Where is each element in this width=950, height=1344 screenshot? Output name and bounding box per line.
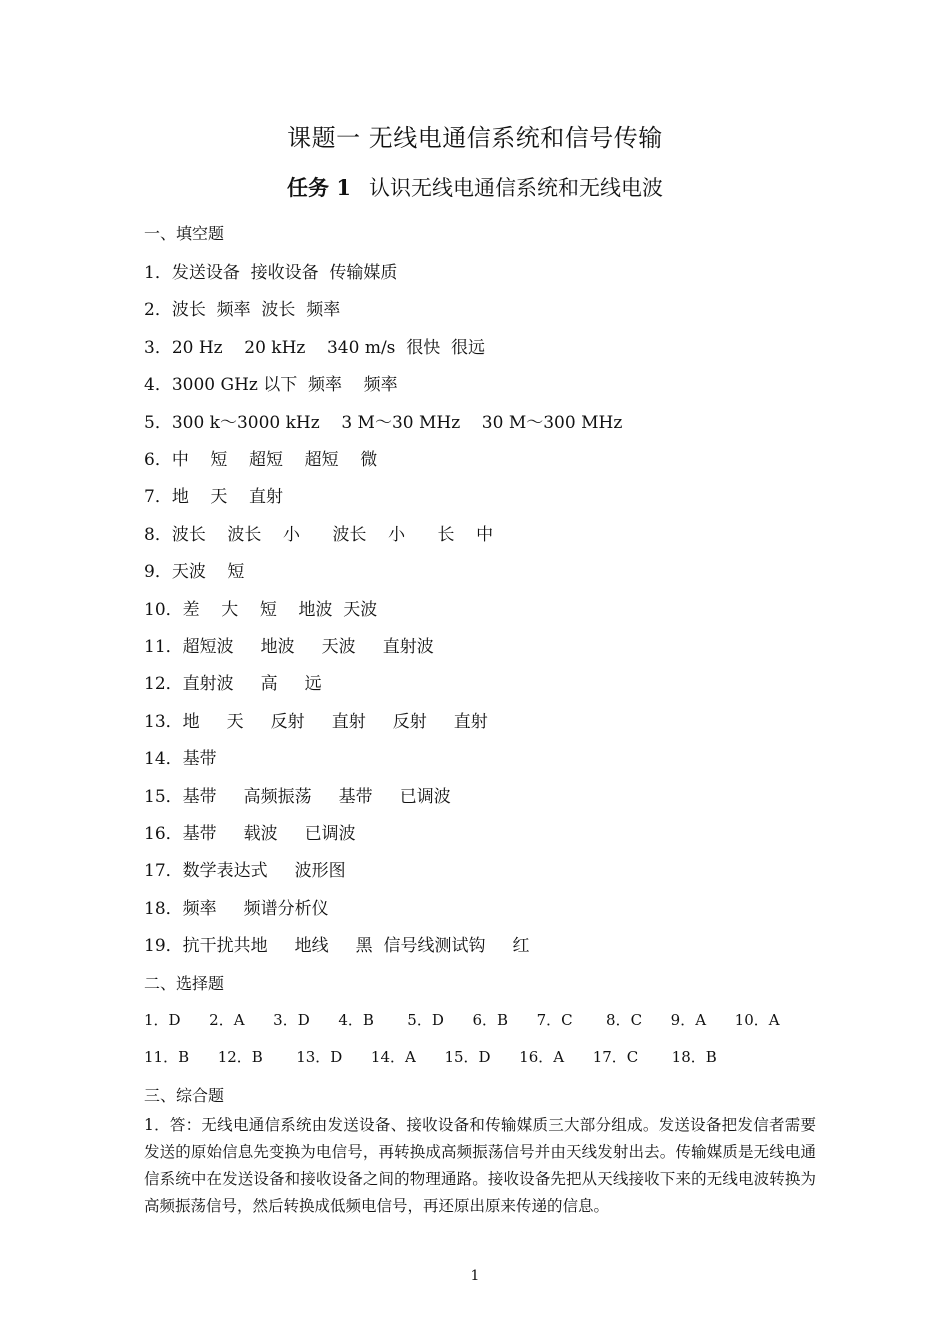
section-heading-comprehensive: 三、综合题 (144, 1086, 225, 1105)
fill-answer-item: 7．地 天 直射 (144, 487, 284, 508)
page-title: 课题一 无线电通信系统和信号传输 (287, 124, 663, 152)
fill-answer-item: 1．发送设备 接收设备 传输媒质 (144, 263, 398, 283)
fill-answer-item: 9．天波 短 (144, 562, 245, 583)
fill-answer-item: 13．地 天 反射 直射 反射 直射 (144, 711, 488, 732)
fill-answer-item: 16．基带 载波 已调波 (144, 824, 356, 844)
fill-answer-item: 11．超短波 地波 天波 直射波 (144, 637, 434, 657)
fill-answer-item: 18．频率 频谱分析仪 (144, 898, 329, 919)
fill-answer-item: 6．中 短 超短 超短 微 (144, 450, 378, 470)
fill-answer-item: 15．基带 高频振荡 基带 已调波 (144, 786, 451, 807)
fill-answer-item: 19．抗干扰共地 地线 黑 信号线测试钩 红 (144, 936, 530, 957)
fill-answer-item: 14．基带 (144, 749, 217, 770)
fill-answer-item: 8．波长 波长 小 波长 小 长 中 (144, 524, 494, 545)
fill-answer-item: 5．300 k～3000 kHz 3 M～30 MHz 30 M～300 MHz (144, 412, 623, 433)
comprehensive-answer: 1．答：无线电通信系统由发送设备、接收设备和传输媒质三大部分组成。发送设备把发信者需要发送的原始信息先变换为电信号，再转换成高频振荡信号并由天线发射出去。传输媒质是无线电通信系统中在发送设备和接收设备之间的物理通路。接收设备先把从天线接收下来的无线电波转换为高频振荡信号，然后转换成低频电信号，再还原出原来传递的信息。 (144, 1116, 816, 1215)
fill-answer-item: 3．20 Hz 20 kHz 340 m/s 很快 很远 (144, 337, 486, 358)
fill-answer-item: 12．直射波 高 远 (144, 674, 322, 695)
choice-row: 11．B 12．B 13．D 14．A 15．D 16．A 17．C 18．B (144, 1048, 717, 1066)
task-number: 任务 1 (287, 175, 351, 200)
task-title: 认识无线电通信系统和无线电波 (368, 176, 663, 200)
fill-answer-item: 2．波长 频率 波长 频率 (144, 300, 341, 321)
choice-row: 1．D 2．A 3．D 4．B 5．D 6．B 7．C 8．C 9．A 10．A (144, 1011, 780, 1029)
task-subtitle (0, 172, 950, 202)
fill-answer-item: 4．3000 GHz 以下 频率 频率 (144, 375, 398, 396)
section-heading-fill: 一、填空题 (144, 224, 225, 243)
fill-answer-item: 17．数学表达式 波形图 (144, 861, 346, 882)
section-heading-choice: 二、选择题 (144, 974, 225, 993)
fill-answer-item: 10．差 大 短 地波 天波 (144, 599, 378, 620)
page-number: 1 (470, 1268, 480, 1284)
